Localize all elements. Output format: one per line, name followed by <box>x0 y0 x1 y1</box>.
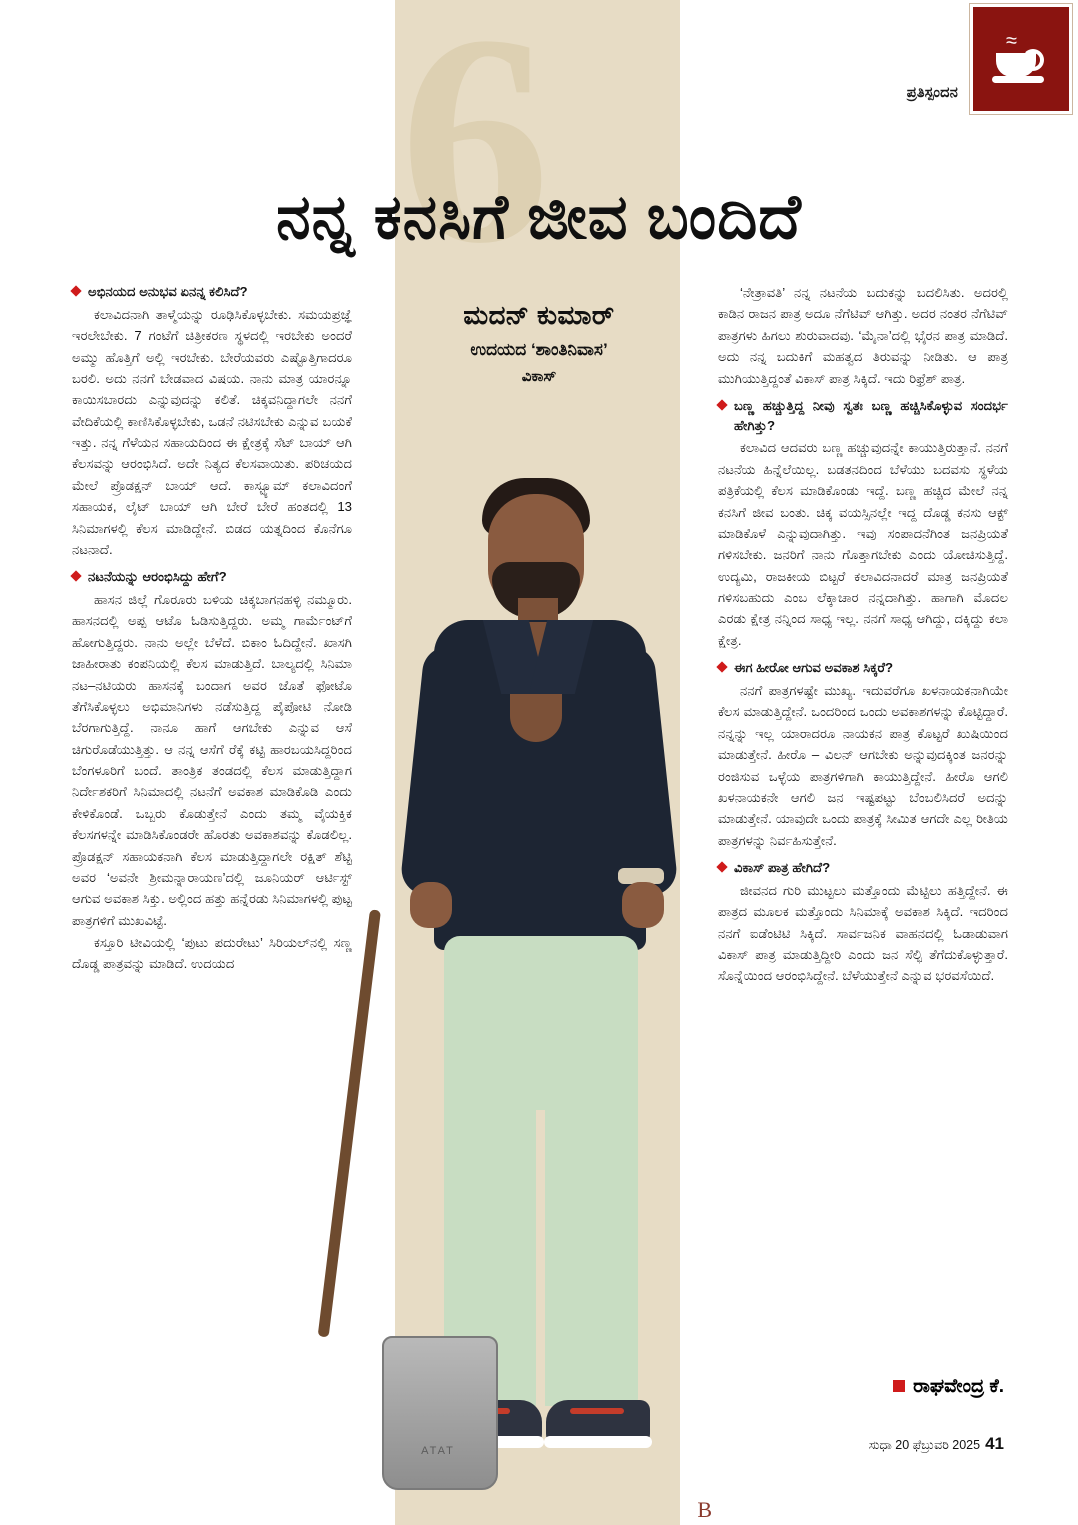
interview-question <box>72 567 352 587</box>
question-text: ನಟನೆಯನ್ನು ಆರಂಭಿಸಿದ್ದು ಹೇಗೆ? <box>88 569 227 585</box>
page-title: ನನ್ನ ಕನಸಿಗೆ ಜೀವ ಬಂದಿದೆ <box>276 182 802 252</box>
folio <box>869 1434 1004 1454</box>
paragraph: ಜೀವನದ ಗುರಿ ಮುಟ್ಟಲು ಮತ್ತೊಂದು ಮೆಟ್ಟಿಲು ಹತ್ತಿದ್ದೇನೆ. ಈ ಪಾತ್ರದ ಮೂಲಕ ಮತ್ತೊಂದು ಸಿನಿಮಾಕ್ಕೆ ಅವಕಾಶ ಸಿಕ್ಕಿದೆ. ಇದರಿಂದ ನನಗೆ ಐಡೆಂಟಿಟಿ ಸಿಕ್ಕಿದೆ. ಸಾರ್ವಜನಿಕ ವಾಹನದಲ್ಲಿ ಓಡಾಡುವಾಗ ವಿಕಾಸ್ ಪಾತ್ರ ಮಾಡುತ್ತಿದ್ದೀರಿ ಎಂದು ಜನ ಸೆಲ್ಫಿ ತೆಗೆದುಕೊಳ್ಳುತ್ತಾರೆ. ಸೊನ್ನೆಯಿಂದ ಆರಂಭಿಸಿದ್ದೇನೆ. ಬೆಳೆಯುತ್ತೇನೆ ಎನ್ನುವ ಭರವಸೆಯಿದೆ. <box>718 882 1008 984</box>
article-left-column <box>72 282 352 976</box>
article-right-column <box>718 282 1008 988</box>
paragraph: ಕಸ್ತೂರಿ ಟೀವಿಯಲ್ಲಿ ‘ಪುಟು ಪದುರೇಟು’ ಸಿರಿಯಲ್‌ನಲ್ಲಿ ಸಣ್ಣ ದೊಡ್ಡ ಪಾತ್ರವನ್ನು ಮಾಡಿದೆ. ಉದಯದ <box>72 935 352 972</box>
diamond-bullet-icon <box>716 861 727 872</box>
paragraph: ಕಲಾವಿದ ಆದವರು ಬಣ್ಣ ಹಚ್ಚುವುದನ್ನೇ ಕಾಯುತ್ತಿರುತ್ತಾನೆ. ನನಗೆ ನಟನೆಯ ಹಿನ್ನೆಲೆಯಿಲ್ಲ. ಬಡತನದಿಂದ ಬೆಳೆಯು ಬದವಸು ಸ್ಥಳೆಯ ಪತ್ರಿಕೆಯಲ್ಲಿ ಕೆಲಸ ಮಾಡಿಕೊಂಡು ಇದ್ದೆ. ಬಣ್ಣ ಹಚ್ಚಿದ ಮೇಲೆ ನನ್ನ ಕನಸಿಗೆ ಜೀವ ಬಂತು. ಚಿಕ್ಕ ವಯಸ್ಸಿನಲ್ಲೇ ಇದ್ದ ದೊಡ್ಡ ಕನಸು ಆಕ್ಟ್ ಮಾಡಿಕೊಳೆ ಎನ್ನುವುದಾಗಿತ್ತು. ಇವು ಸಂಪಾದನೆಗಿಂತ ಜನಪ್ರಿಯತೆ ಗಳಿಸಬೇಕು. ಜನರಿಗೆ ನಾನು ಗೊತ್ತಾಗಬೇಕು ಎಂದು ಯೋಚಿಸುತ್ತಿದ್ದೆ. ಉದ್ಯಮಿ, ರಾಜಕೀಯ ಬಿಟ್ಟರೆ ಕಲಾವಿದನಾದರೆ ಮಾತ್ರ ಜನಪ್ರಿಯತೆ ಗಳಿಸಬಹುದು ಎಂಬ ಲೆಕ್ಕಾಚಾರ ನನ್ನದಾಗಿತ್ತು. ಹಾಗಾಗಿ ಮೊದಲ ಎರಡು ಕ್ಷೇತ್ರ ನನ್ನಿಂದ ಸಾಧ್ಯ ಇಲ್ಲ. ನನಗೆ ಸಾಧ್ಯ ಆಗಿದ್ದು, ದಕ್ಕಿದ್ದು ಕಲಾ ಕ್ಷೇತ್ರ. <box>718 440 1008 648</box>
article-author <box>893 1376 1004 1398</box>
shovel-brand-text: ATAT <box>421 1445 455 1457</box>
paragraph: ಹಾಸನ ಜಿಲ್ಲೆ ಗೊರೂರು ಬಳಿಯ ಚಿಕ್ಕಬಾಗನಹಳ್ಳಿ ನಮ್ಮೂರು. ಹಾಸನದಲ್ಲಿ ಅಪ್ಪ ಆಟೊ ಓಡಿಸುತ್ತಿದ್ದರು. ಅಮ್ಮ ಗಾರ್ಮೆಂಟ್‌ಗೆ ಹೋಗುತ್ತಿದ್ದರು. ನಾನು ಅಲ್ಲೇ ಬೆಳೆದೆ. ಬಿಕಾಂ ಓದಿದ್ದೇನೆ. ಖಾಸಗಿ ಜಾಹೀರಾತು ಕಂಪನಿಯಲ್ಲಿ ಕೆಲಸ ಮಾಡುತ್ತಿದೆ. ಬಾಲ್ಯದಲ್ಲಿ ಸಿನಿಮಾ ನಟ–ನಟಿಯರು ಹಾಸನಕ್ಕೆ ಬಂದಾಗ ಅವರ ಜೊತೆ ಫೋಟೊ ತೆಗೆಸಿಕೊಳ್ಳಲು ಅಭಿಮಾನಿಗಳು ನಡೆಸುತ್ತಿದ್ದ ಪೈಪೋಟಿ ನೋಡಿ ಬೆರಗಾಗುತ್ತಿದ್ದೆ. ನಾನೂ ಹಾಗೆ ಆಗಬೇಕು ಎನ್ನುವ ಆಸೆ ಚಿಗುರೊಡೆಯುತ್ತಿತ್ತು. ಆ ನನ್ನ ಆಸೆಗೆ ರೆಕ್ಕೆ ಕಟ್ಟಿ ಹಾರಬಯಸಿದ್ದರಿಂದ ಬೆಂಗಳೂರಿಗೆ ಬಂದೆ. ತಾಂತ್ರಿಕ ತಂಡದಲ್ಲಿ ಕೆಲಸ ಮಾಡುತ್ತಿದ್ದಾಗ ನಿರ್ದೇಶಕರಿಗೆ ಸಿನಿಮಾದಲ್ಲಿ ನಟನೆಗೆ ಅವಕಾಶ ಮಾಡಿಕೊಡಿ ಎಂದು ಕೇಳಿಕೊಂಡೆ. ಒಬ್ಬರು ಕೊಡುತ್ತೇನೆ ಎಂದು ತಮ್ಮ ವೈಯಕ್ತಿಕ ಕೆಲಸಗಳನ್ನೇ ಮಾಡಿಸಿಕೊಂಡರೇ ಹೊರತು ಅವಕಾಶವನ್ನು ಕೊಡಲಿಲ್ಲ. ಪ್ರೊಡಕ್ಷನ್ ಸಹಾಯಕನಾಗಿ ಕೆಲಸ ಮಾಡುತ್ತಿದ್ದಾಗಲೇ ರಕ್ಷಿತ್ ಶೆಟ್ಟಿ ಅವರ ‘ಅವನೇ ಶ್ರೀಮನ್ನಾರಾಯಣ’ದಲ್ಲಿ ಜೂನಿಯರ್ ಆರ್ಟಿಸ್ಟ್ ಆಗುವ ಅವಕಾಶ ಸಿಕ್ತು. ಅಲ್ಲಿಂದ ಹತ್ತು ಹನ್ನೆರಡು ಸಿನಿಮಾಗಳಲ್ಲಿ ಪುಟ್ಟ ಪಾತ್ರಗಳಿಗೆ ಮುಖವಿಟ್ಟೆ. <box>72 592 352 928</box>
publication-logo <box>970 4 1072 114</box>
square-bullet-icon <box>893 1380 905 1392</box>
question-text: ಈಗ ಹೀರೋ ಆಗುವ ಅವಕಾಶ ಸಿಕ್ಕರೆ? <box>734 660 894 676</box>
shovel-blade <box>382 1336 498 1490</box>
byline-name: ಮದನ್ ಕುಮಾರ್ <box>463 300 615 330</box>
page-number: 41 <box>985 1434 1004 1453</box>
coffee-cup-icon <box>992 30 1050 83</box>
interview-question <box>72 282 352 302</box>
diamond-bullet-icon <box>70 571 81 582</box>
interview-question <box>718 396 1008 436</box>
actor-portrait-image <box>360 470 720 1525</box>
left-hand <box>410 882 452 928</box>
diamond-bullet-icon <box>716 399 727 410</box>
publication-date: ಸುಧಾ 20 ಫೆಬ್ರುವರಿ 2025 <box>868 1438 981 1452</box>
corner-mark: B <box>697 1497 712 1522</box>
paragraph: ಕಲಾವಿದನಾಗಿ ತಾಳ್ಮೆಯನ್ನು ರೂಢಿಸಿಕೊಳ್ಳಬೇಕು. ಸಮಯಪ್ರಜ್ಞೆ ಇರಲೇಬೇಕು. 7 ಗಂಟೆಗೆ ಚಿತ್ರೀಕರಣ ಸ್ಥಳದಲ್ಲಿ ಇರಬೇಕು ಅಂದರೆ ಅಮ್ಮು ಹೊತ್ತಿಗೆ ಅಲ್ಲಿ ಇರಬೇಕು. ಬೇರೆಯವರು ಎಷ್ಟೊತ್ತಿಗಾದರೂ ಬರಲಿ. ಅದು ನನಗೆ ಬೇಡವಾದ ವಿಷಯ. ನಾನು ಮಾತ್ರ ಯಾರನ್ನೂ ಕಾಯಿಸಬಾರದು ಎನ್ನುವುದನ್ನು ಕಲಿತೆ. ಚಿಕ್ಕವನಿದ್ದಾಗಲೇ ನನಗೆ ವೇದಿಕೆಯಲ್ಲಿ ಕಾಣಿಸಿಕೊಳ್ಳಬೇಕು, ಒಡನೆ ನಟಿಸಬೇಕು ಎನ್ನುವ ಬಯಕೆ ಇತ್ತು. ನನ್ನ ಗೆಳೆಯನ ಸಹಾಯದಿಂದ ಈ ಕ್ಷೇತ್ರಕ್ಕೆ ಸೆಟ್ ಬಾಯ್ ಆಗಿ ಕೆಲಸವನ್ನು ಆರಂಭಿಸಿದೆ. ಅದೇ ನಿತ್ಯದ ಕೆಲಸವಾಯಿತು. ಪರಿಚಯದ ಮೇಲೆ ಪ್ರೊಡಕ್ಷನ್ ಬಾಯ್ ಆದೆ. ಕಾಸ್ಟ್ಯೂಮ್ ಕಲಾವಿದಂಗೆ ಸಹಾಯಕ, ಲೈಟ್ ಬಾಯ್ ಆಗಿ ಬೇರೆ ಬೇರೆ ಹಂತದಲ್ಲಿ 13 ಸಿನಿಮಾಗಳಲ್ಲಿ ಕೆಲಸ ಮಾಡಿದ್ದೇನೆ. ಬಿಡದ ಯತ್ನದಿಂದ ಕೊನೆಗೂ ನಟನಾದೆ. <box>72 306 352 557</box>
right-hand <box>622 882 664 928</box>
byline-character: ವಿಕಾಸ್ <box>521 368 557 385</box>
byline <box>400 300 678 385</box>
issue-big-number: 6 <box>400 0 550 305</box>
right-shoe-lace <box>570 1408 624 1414</box>
paragraph: ‘ನೇತ್ರಾವತಿ’ ನನ್ನ ನಟನೆಯ ಬದುಕನ್ನು ಬದಲಿಸಿತು. ಅದರಲ್ಲಿ ಕಾಡಿನ ರಾಜನ ಪಾತ್ರ ಅದೂ ನೆಗೆಟಿವ್ ಆಗಿತ್ತು. ಅದರ ನಂತರ ನೆಗೆಟಿವ್ ಪಾತ್ರಗಳು ಹಿಗಲು ಶುರುವಾದವು. ‘ಮೈನಾ’ದಲ್ಲಿ ಭೈರನ ಪಾತ್ರ ಮಾಡಿದೆ. ಅದು ನನ್ನ ಬದುಕಿಗೆ ಮಹತ್ವದ ತಿರುವನ್ನು ನೀಡಿತು. ಆ ಪಾತ್ರ ಮುಗಿಯುತ್ತಿದ್ದಂತೆ ವಿಕಾಸ್ ಪಾತ್ರ ಸಿಕ್ಕಿದೆ. ಇದು ರಿಫ್ರೆಶ್ ಪಾತ್ರ. <box>718 285 1008 386</box>
interview-question <box>718 658 1008 678</box>
question-text: ಅಭಿನಯದ ಅನುಭವ ಏನನ್ನ ಕಲಿಸಿದೆ? <box>88 284 248 299</box>
diamond-bullet-icon <box>716 662 727 673</box>
byline-subtitle: ಉದಯದ ‘ಶಾಂತಿನಿವಾಸ’ <box>470 340 608 359</box>
paragraph: ನನಗೆ ಪಾತ್ರಗಳಷ್ಟೇ ಮುಖ್ಯ. ಇದುವರೆಗೂ ಖಳನಾಯಕನಾಗಿಯೇ ಕೆಲಸ ಮಾಡುತ್ತಿದ್ದೇನೆ. ಒಂದರಿಂದ ಒಂದು ಅವಕಾಶಗಳನ್ನು ಕೊಟ್ಟಿದ್ದಾರೆ. ನನ್ನನ್ನು ಇಲ್ಲ ಯಾರಾದರೂ ನಾಯಕನ ಪಾತ್ರ ಕೊಟ್ಟರೆ ಖುಷಿಯಿಂದ ಮಾಡುತ್ತೇನೆ. ಹೀರೊ – ವಿಲನ್ ಆಗಬೇಕು ಅನ್ನುವುದಕ್ಕಿಂತ ಜನರನ್ನು ರಂಜಿಸುವ ಒಳ್ಳೆಯ ಪಾತ್ರಗಳಿಗಾಗಿ ಕಾಯುತ್ತಿದ್ದೇನೆ. ಹೀರೊ ಆಗಲಿ ಖಳನಾಯಕನೇ ಆಗಲಿ ಜನ ಇಷ್ಟಪಟ್ಟು ಬೆಂಬಲಿಸಿದರೆ ಅದನ್ನು ಮಾಡುತ್ತೇನೆ. ಯಾವುದೇ ಒಂದು ಪಾತ್ರಕ್ಕೆ ಸೀಮಿತ ಆಗದೇ ಎಲ್ಲ ರೀತಿಯ ಪಾತ್ರಗಳನ್ನು ನಿರ್ವಹಿಸುತ್ತೇನೆ. <box>718 683 1008 848</box>
question-text: ಬಣ್ಣ ಹಚ್ಚುತ್ತಿದ್ದ ನೀವು ಸ್ವತಃ ಬಣ್ಣ ಹಚ್ಚಿಸಿಕೊಳ್ಳುವ ಸಂದರ್ಭ ಹೇಗಿತ್ತು? <box>734 397 1008 433</box>
steam-icon: ≈ <box>1006 30 1019 52</box>
section-kicker: ಪ್ರತಿಸ್ಪಂದನ <box>906 85 958 101</box>
interview-question <box>718 858 1008 878</box>
leg-gap <box>536 1110 545 1410</box>
right-sole <box>544 1436 652 1448</box>
author-name: ರಾಘವೇಂದ್ರ ಕೆ. <box>913 1376 1004 1397</box>
diamond-bullet-icon <box>70 285 81 296</box>
question-text: ವಿಕಾಸ್ ಪಾತ್ರ ಹೇಗಿದೆ? <box>734 860 831 876</box>
